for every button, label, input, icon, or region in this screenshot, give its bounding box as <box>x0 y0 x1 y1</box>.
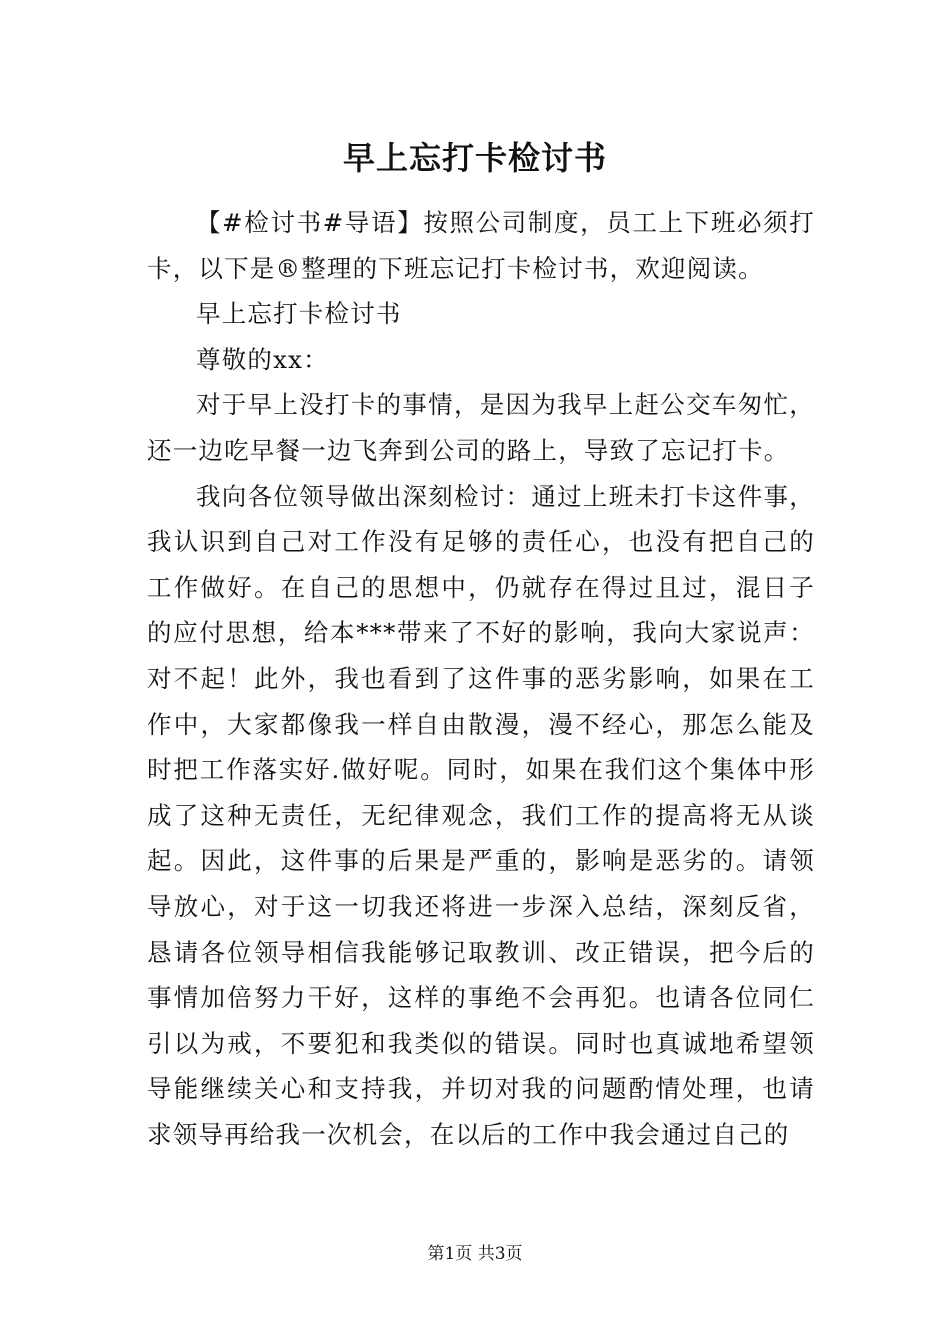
body-paragraph: 对于早上没打卡的事情，是因为我早上赶公交车匆忙，还一边吃早餐一边飞奔到公司的路上，导致了忘记打卡。 <box>147 390 815 465</box>
intro-paragraph: 【#检讨书#导语】按照公司制度，员工上下班必须打卡，以下是®整理的下班忘记打卡检讨书，欢迎阅读。 <box>147 208 815 283</box>
salutation-paragraph: 尊敬的xx： <box>196 344 329 374</box>
body-paragraph: 我向各位领导做出深刻检讨：通过上班未打卡这件事，我认识到自己对工作没有足够的责任心，也没有把自己的工作做好。在自己的思想中，仍就存在得过且过，混日子的应付思想，给本***带来了不好的影响，我向大家说声：对不起！此外，我也看到了这件事的恶劣影响，如果在工作中，大家都像我一样自由散漫，漫不经心，那怎么能及时把工作落实好.做好呢。同时，如果在我们这个集体中形成了这种无责任，无纪律观念，我们工作的提高将无从谈起。因此，这件事的后果是严重的，影响是恶劣的。请领导放心，对于这一切我还将进一步深入总结，深刻反省，恳请各位领导相信我能够记取教训、改正错误，把今后的事情加倍努力干好，这样的事绝不会再犯。也请各位同仁引以为戒，不要犯和我类似的错误。同时也真诚地希望领导能继续关心和支持我，并切对我的问题酌情处理，也请求领导再给我一次机会，在以后的工作中我会通过自己的 <box>147 481 815 1149</box>
document-body <box>147 200 815 1157</box>
page-footer: 第1页 共3页 <box>427 1244 523 1264</box>
document-title: 早上忘打卡检讨书 <box>342 139 607 177</box>
subtitle-paragraph: 早上忘打卡检讨书 <box>196 299 402 329</box>
